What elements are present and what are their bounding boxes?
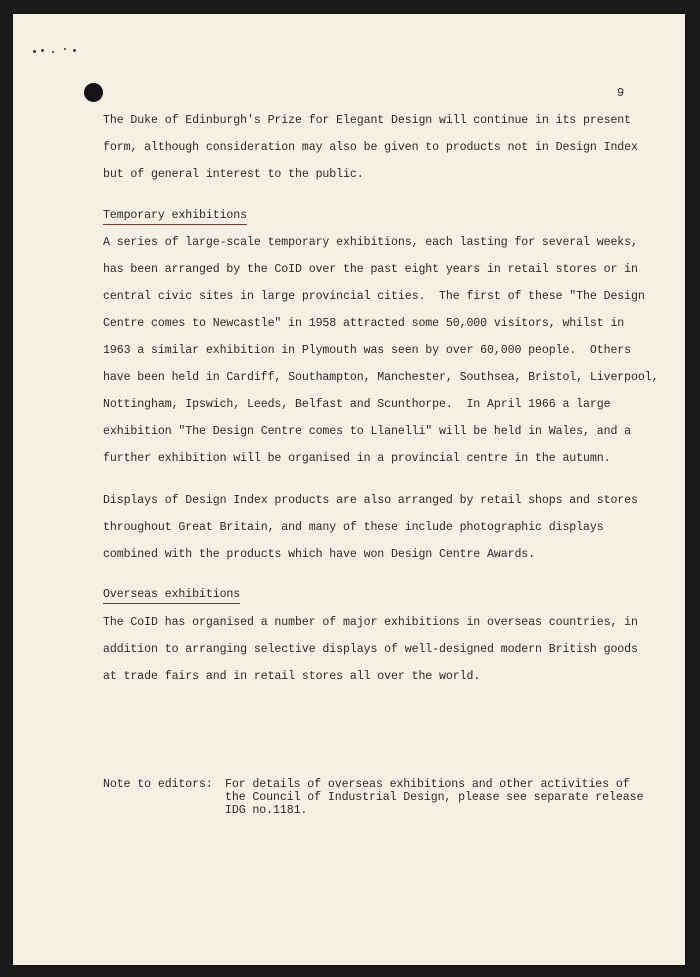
heading-overseas-exhibitions: Overseas exhibitions xyxy=(103,587,240,604)
document-page xyxy=(13,14,685,965)
note-to-editors-label: Note to editors: xyxy=(103,778,213,791)
text-line: addition to arranging selective displays of well-designed modern British goods xyxy=(103,643,638,656)
note-line: For details of overseas exhibitions and other activities of xyxy=(225,778,630,791)
text-line: combined with the products which have won Design Centre Awards. xyxy=(103,548,536,561)
text-line: form, although consideration may also be given to products not in Design Index xyxy=(103,141,638,154)
text-line: central civic sites in large provincial cities. The first of these "The Design xyxy=(103,290,645,303)
note-to-editors-body xyxy=(225,778,665,817)
text-line: Nottingham, Ipswich, Leeds, Belfast and Scunthorpe. In April 1966 a large xyxy=(103,398,611,411)
intro-paragraph xyxy=(103,107,663,188)
text-line: at trade fairs and in retail stores all over the world. xyxy=(103,670,481,683)
text-line: The CoID has organised a number of major exhibitions in overseas countries, in xyxy=(103,616,638,629)
text-line: A series of large-scale temporary exhibitions, each lasting for several weeks, xyxy=(103,236,638,249)
note-line: the Council of Industrial Design, please see separate release xyxy=(225,791,644,804)
text-line: has been arranged by the CoID over the past eight years in retail stores or in xyxy=(103,263,638,276)
page-number: 9 xyxy=(617,86,625,100)
text-line: have been held in Cardiff, Southampton, Manchester, Southsea, Bristol, Liverpool, xyxy=(103,371,659,384)
temporary-paragraph-1 xyxy=(103,229,663,472)
text-line: but of general interest to the public. xyxy=(103,168,364,181)
note-line: IDG no.1181. xyxy=(225,804,308,817)
heading-temporary-exhibitions: Temporary exhibitions xyxy=(103,208,247,225)
text-line: The Duke of Edinburgh's Prize for Elegant Design will continue in its present xyxy=(103,114,632,127)
overseas-paragraph xyxy=(103,609,663,690)
punch-hole xyxy=(84,83,103,102)
text-line: Displays of Design Index products are also arranged by retail shops and stores xyxy=(103,494,638,507)
text-line: 1963 a similar exhibition in Plymouth was seen by over 60,000 people. Others xyxy=(103,344,632,357)
text-line: throughout Great Britain, and many of these include photographic displays xyxy=(103,521,604,534)
text-line: further exhibition will be organised in a provincial centre in the autumn. xyxy=(103,452,611,465)
temporary-paragraph-2 xyxy=(103,487,663,568)
text-line: Centre comes to Newcastle" in 1958 attracted some 50,000 visitors, whilst in xyxy=(103,317,625,330)
text-line: exhibition "The Design Centre comes to Llanelli" will be held in Wales, and a xyxy=(103,425,632,438)
ink-specks xyxy=(33,47,83,55)
